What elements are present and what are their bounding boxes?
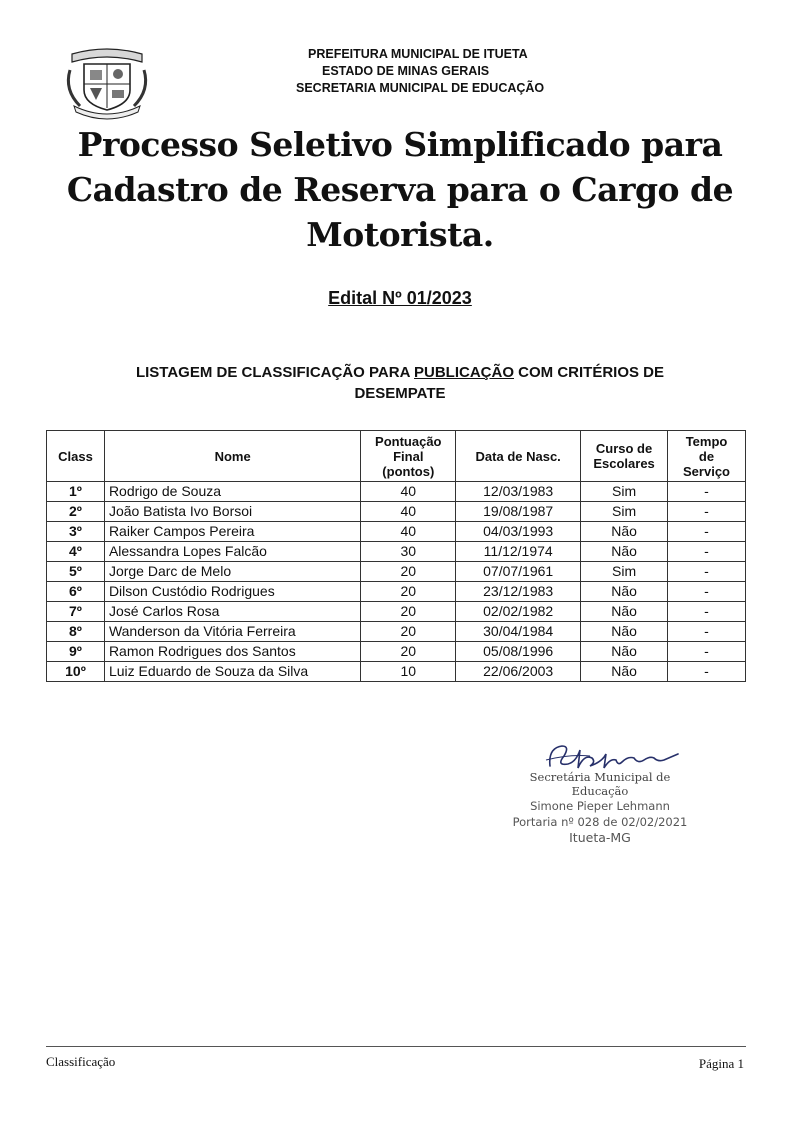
cell-nome: Raiker Campos Pereira [104,522,360,542]
signature-block [500,740,700,846]
table-row [47,662,746,682]
footer-section-label: Classificação [46,1054,116,1069]
cell-curso: Sim [581,502,668,522]
cell-pontuacao: 40 [361,482,456,502]
edital-number: Edital Nº 01/2023 [328,288,472,308]
table-row [47,482,746,502]
cell-class: 7º [47,602,105,622]
cell-nome: José Carlos Rosa [104,602,360,622]
institution-header [230,46,630,97]
table-header-row [47,431,746,482]
table-row [47,542,746,562]
classification-table [46,430,746,682]
cell-data: 07/07/1961 [456,562,581,582]
cell-tempo: - [668,502,746,522]
cell-nome: Wanderson da Vitória Ferreira [104,622,360,642]
header-pontuacao: Pontuação Final (pontos) [361,431,456,482]
cell-tempo: - [668,522,746,542]
listing-heading [80,362,720,404]
cell-class: 3º [47,522,105,542]
handwritten-signature [510,740,690,774]
listing-part1: LISTAGEM DE CLASSIFICAÇÃO PARA [135,364,415,381]
cell-data: 12/03/1983 [456,482,581,502]
footer-divider [46,1046,746,1047]
table-row [47,522,746,542]
cell-data: 22/06/2003 [456,662,581,682]
cell-pontuacao: 20 [361,602,456,622]
listing-underlined: PUBLICAÇÃO [414,364,515,381]
cell-data: 05/08/1996 [456,642,581,662]
header-tempo: Tempo de Serviço [668,431,746,482]
stamp-title: Secretária Municipal de Educação [529,770,671,798]
title-line-2: Cadastro de Reserva para o Cargo de [66,170,734,209]
cell-data: 30/04/1984 [456,622,581,642]
cell-tempo: - [668,562,746,582]
cell-pontuacao: 20 [361,582,456,602]
cell-nome: Jorge Darc de Melo [104,562,360,582]
coat-of-arms-logo [62,40,152,120]
cell-data: 11/12/1974 [456,542,581,562]
cell-pontuacao: 20 [361,562,456,582]
cell-curso: Sim [581,562,668,582]
cell-nome: Alessandra Lopes Falcão [104,542,360,562]
header-class: Class [47,431,105,482]
table-row [47,582,746,602]
cell-pontuacao: 10 [361,662,456,682]
cell-class: 8º [47,622,105,642]
cell-nome: Rodrigo de Souza [104,482,360,502]
cell-tempo: - [668,622,746,642]
cell-curso: Não [581,542,668,562]
header-curso: Curso de Escolares [581,431,668,482]
cell-curso: Não [581,622,668,642]
header-prefeitura: PREFEITURA MUNICIPAL DE ITUETA [308,47,528,61]
listing-line2: DESEMPATE [354,385,446,402]
cell-nome: João Batista Ivo Borsoi [104,502,360,522]
cell-nome: Dilson Custódio Rodrigues [104,582,360,602]
title-line-1: Processo Seletivo Simplificado para [77,125,723,164]
cell-curso: Sim [581,482,668,502]
header-secretaria: SECRETARIA MUNICIPAL DE EDUCAÇÃO [296,81,545,95]
cell-data: 02/02/1982 [456,602,581,622]
footer-page-number: Página 1 [698,1056,744,1071]
cell-data: 19/08/1987 [456,502,581,522]
table-row [47,562,746,582]
cell-class: 4º [47,542,105,562]
table-row [47,602,746,622]
cell-tempo: - [668,582,746,602]
table-row [47,642,746,662]
cell-class: 6º [47,582,105,602]
cell-tempo: - [668,482,746,502]
cell-class: 2º [47,502,105,522]
cell-class: 1º [47,482,105,502]
stamp-name: Simone Pieper Lehmann [530,799,670,813]
cell-curso: Não [581,522,668,542]
table-row [47,502,746,522]
cell-class: 5º [47,562,105,582]
cell-data: 04/03/1993 [456,522,581,542]
table-row [47,622,746,642]
cell-curso: Não [581,582,668,602]
cell-pontuacao: 20 [361,622,456,642]
cell-tempo: - [668,542,746,562]
cell-tempo: - [668,602,746,622]
cell-tempo: - [668,642,746,662]
cell-nome: Luiz Eduardo de Souza da Silva [104,662,360,682]
cell-pontuacao: 20 [361,642,456,662]
cell-class: 10º [47,662,105,682]
header-estado: ESTADO DE MINAS GERAIS [322,64,490,78]
stamp-city: Itueta-MG [569,830,631,845]
title-line-3: Motorista. [306,215,494,254]
cell-pontuacao: 30 [361,542,456,562]
cell-class: 9º [47,642,105,662]
cell-pontuacao: 40 [361,522,456,542]
stamp-portaria: Portaria nº 028 de 02/02/2021 [512,815,688,829]
header-data-nasc: Data de Nasc. [456,431,581,482]
cell-nome: Ramon Rodrigues dos Santos [104,642,360,662]
cell-pontuacao: 40 [361,502,456,522]
document-title [60,122,740,257]
cell-data: 23/12/1983 [456,582,581,602]
header-nome: Nome [104,431,360,482]
cell-curso: Não [581,642,668,662]
cell-curso: Não [581,662,668,682]
listing-part2: COM CRITÉRIOS DE [514,364,665,381]
cell-tempo: - [668,662,746,682]
cell-curso: Não [581,602,668,622]
